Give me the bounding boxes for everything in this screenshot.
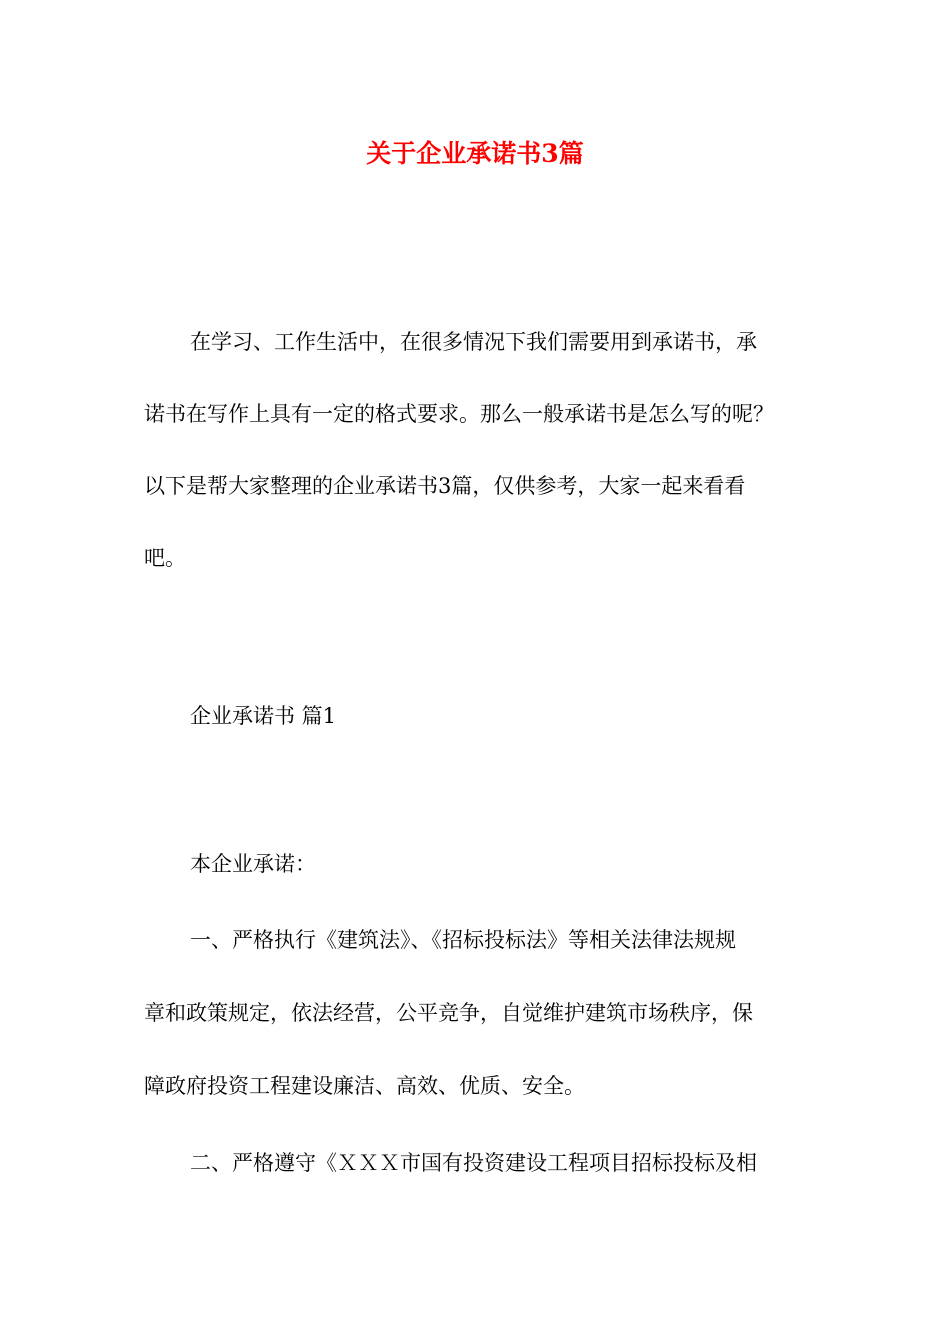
section-heading: 企业承诺书 篇1 bbox=[190, 704, 337, 728]
item2-line-1: 二、严格遵守《ＸＸＸ市国有投资建设工程项目招标投标及相 bbox=[190, 1151, 757, 1175]
lead-text: 本企业承诺： bbox=[190, 852, 316, 876]
intro-line-4: 吧。 bbox=[144, 546, 186, 570]
intro-line-3: 以下是帮大家整理的企业承诺书3篇，仅供参考，大家一起来看看 bbox=[144, 474, 746, 498]
intro-line-1: 在学习、工作生活中，在很多情况下我们需要用到承诺书，承 bbox=[190, 330, 757, 354]
intro-line-2: 诺书在写作上具有一定的格式要求。那么一般承诺书是怎么写的呢？ bbox=[144, 402, 774, 426]
document-title: 关于企业承诺书3篇 bbox=[366, 139, 584, 168]
item1-line-3: 障政府投资工程建设廉洁、高效、优质、安全。 bbox=[144, 1074, 585, 1098]
item1-line-2: 章和政策规定，依法经营，公平竞争，自觉维护建筑市场秩序，保 bbox=[144, 1001, 753, 1025]
item1-line-1: 一、严格执行《建筑法》、《招标投标法》等相关法律法规规 bbox=[190, 928, 736, 952]
